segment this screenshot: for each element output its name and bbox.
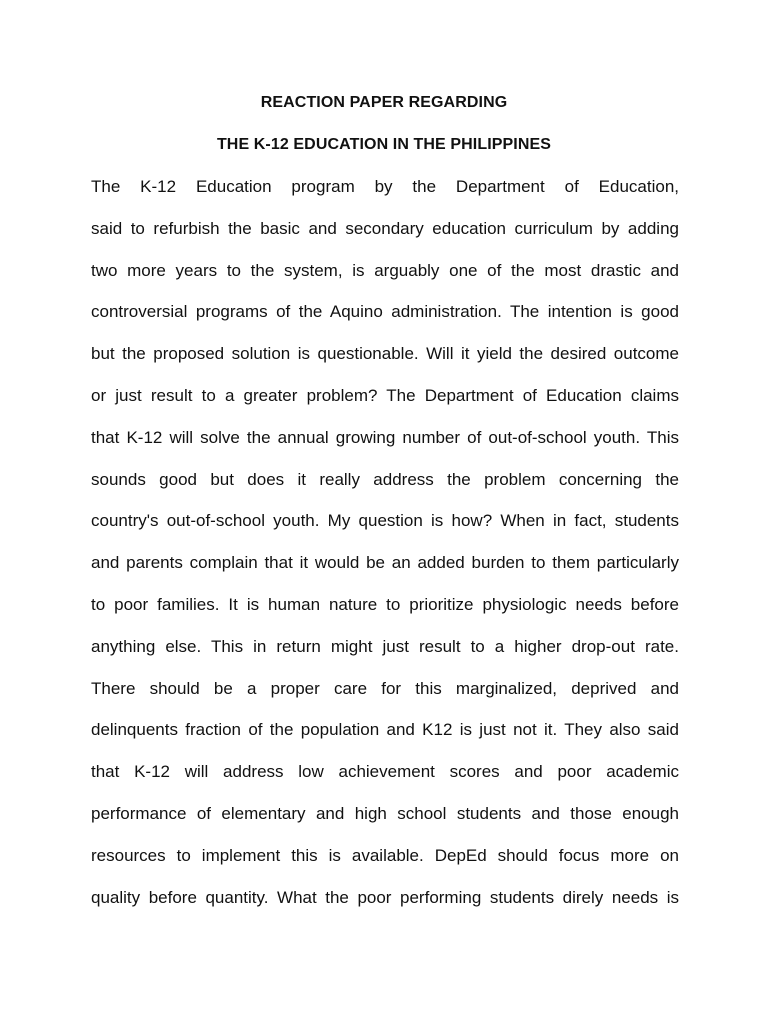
document-title-line-2: THE K-12 EDUCATION IN THE PHILIPPINES <box>216 136 552 153</box>
text-line: country's out-of-school youth. My question is how? When in fact, students <box>91 511 679 531</box>
text-line: that K-12 will address low achievement scores and poor academic <box>91 762 679 782</box>
text-line: but the proposed solution is questionable. Will it yield the desired outcome <box>91 344 679 364</box>
text-line: and parents complain that it would be an added burden to them particularly <box>91 553 679 573</box>
text-line: or just result to a greater problem? The Department of Education claims <box>91 385 679 405</box>
text-line: resources to implement this is available. DepEd should focus more on <box>91 845 679 865</box>
text-line: There should be a proper care for this marginalized, deprived and <box>91 678 679 698</box>
text-line: delinquents fraction of the population and K12 is just not it. They also said <box>91 720 679 740</box>
text-line: to poor families. It is human nature to prioritize physiologic needs before <box>91 594 679 614</box>
body-paragraph <box>91 174 679 926</box>
text-line: performance of elementary and high school students and those enough <box>91 803 679 823</box>
text-line: quality before quantity. What the poor performing students direly needs is <box>91 887 679 907</box>
document-title-line-1: REACTION PAPER REGARDING <box>260 94 508 111</box>
text-line: said to refurbish the basic and secondary education curriculum by adding <box>91 218 679 238</box>
text-line: controversial programs of the Aquino administration. The intention is good <box>91 302 679 322</box>
text-line: anything else. This in return might just result to a higher drop-out rate. <box>91 636 679 656</box>
text-line: two more years to the system, is arguably one of the most drastic and <box>91 260 679 280</box>
text-line: The K-12 Education program by the Department of Education, <box>91 177 679 196</box>
text-line: sounds good but does it really address the problem concerning the <box>91 469 679 489</box>
text-line: that K-12 will solve the annual growing number of out-of-school youth. This <box>91 427 679 447</box>
